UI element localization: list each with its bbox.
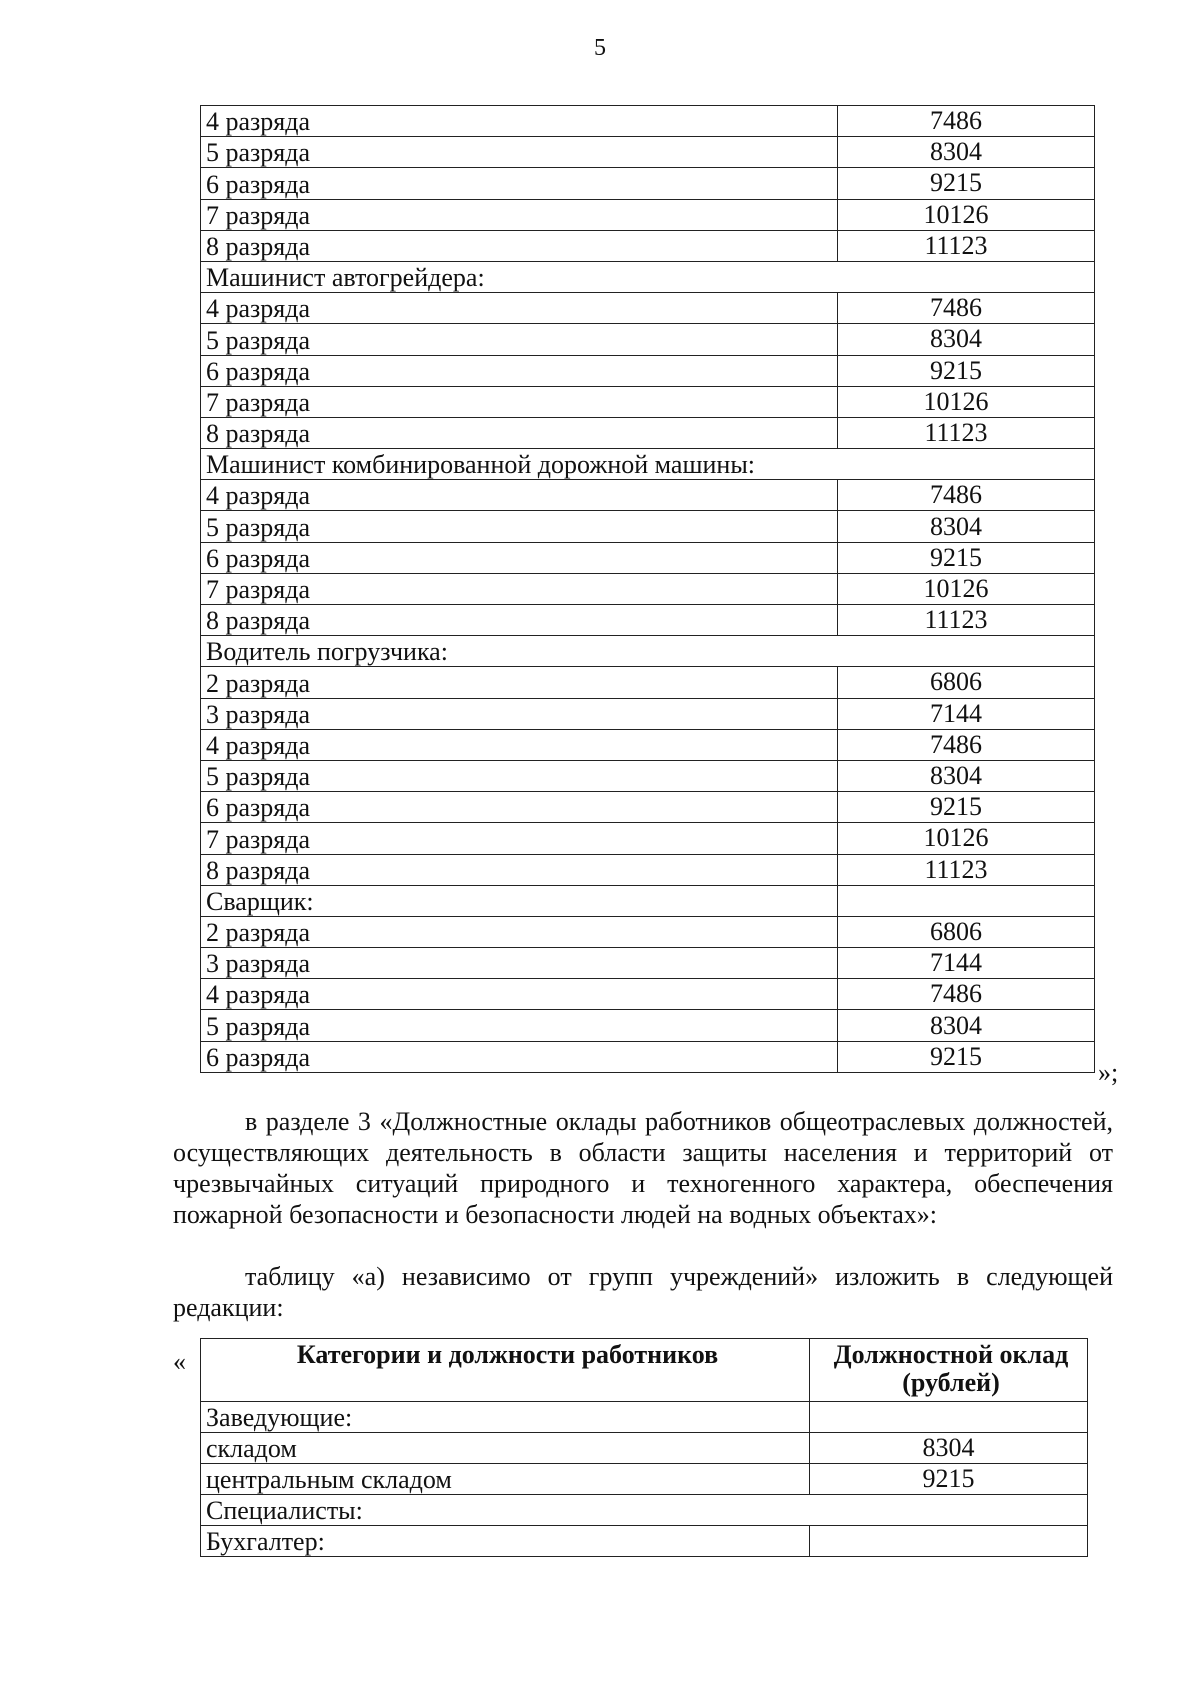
row-salary-value: 8304: [838, 511, 1095, 542]
row-salary-value: 6806: [838, 916, 1095, 947]
row-label: 4 разряда: [201, 979, 838, 1010]
row-salary-value: 11123: [838, 854, 1095, 885]
row-salary-value: 10126: [838, 199, 1095, 230]
table-row: [201, 417, 1095, 448]
table-row: [201, 760, 1095, 791]
row-salary-value: 11123: [838, 605, 1095, 636]
row-label: 5 разряда: [201, 760, 838, 791]
header-categories: Категории и должности работников: [201, 1339, 810, 1402]
row-salary-value: 9215: [838, 355, 1095, 386]
row-salary-value: 8304: [838, 760, 1095, 791]
table-row: [201, 1464, 1088, 1495]
table-row: [201, 324, 1095, 355]
row-salary-value: 8304: [838, 137, 1095, 168]
table-row: [201, 355, 1095, 386]
table-row: [201, 854, 1095, 885]
table-row: [201, 1010, 1095, 1041]
row-label: Машинист автогрейдера:: [201, 261, 1095, 292]
table-row: [201, 511, 1095, 542]
body-paragraph-section-3: [173, 1106, 1113, 1230]
table-row: [201, 729, 1095, 760]
body-paragraph-table-a: [173, 1261, 1113, 1323]
row-label: центральным складом: [201, 1464, 810, 1495]
paragraph-text: в разделе 3 «Должностные оклады работников общеотраслевых должностей, осуществляющих деятельность в области защиты населения и территорий от чрезвычайных ситуаций природного и техногенного характера, обеспечения пожарной безопасности и безопасности людей на водных объектах»:: [173, 1107, 1113, 1229]
row-label: 7 разряда: [201, 386, 838, 417]
row-salary-value: 9215: [810, 1464, 1088, 1495]
table-row: [201, 698, 1095, 729]
header-salary: Должностной оклад (рублей): [810, 1339, 1088, 1402]
table-row: [201, 605, 1095, 636]
closing-quote-mark: »;: [1098, 1058, 1119, 1087]
row-label: Сварщик:: [201, 885, 838, 916]
row-label: 2 разряда: [201, 916, 838, 947]
salary-table-positions: [200, 1338, 1088, 1557]
row-salary-value: 10126: [838, 386, 1095, 417]
row-label: 6 разряда: [201, 1041, 838, 1072]
row-salary-value: 7144: [838, 948, 1095, 979]
table-row: [201, 386, 1095, 417]
salary-table-workers: [200, 105, 1095, 1073]
row-label: 8 разряда: [201, 230, 838, 261]
table-row: [201, 293, 1095, 324]
row-label: 6 разряда: [201, 792, 838, 823]
table-row: [201, 885, 1095, 916]
row-label: 3 разряда: [201, 698, 838, 729]
row-label: 8 разряда: [201, 605, 838, 636]
row-salary-value: 7144: [838, 698, 1095, 729]
row-label: 3 разряда: [201, 948, 838, 979]
table-row: [201, 792, 1095, 823]
row-label: 5 разряда: [201, 511, 838, 542]
table-row: [201, 1402, 1088, 1433]
row-salary-value: 8304: [838, 1010, 1095, 1041]
table-row: [201, 1041, 1095, 1072]
row-label: Машинист комбинированной дорожной машины:: [201, 449, 1095, 480]
table-row: [201, 948, 1095, 979]
salary-table-positions-body: [201, 1402, 1088, 1557]
row-salary-value: 11123: [838, 230, 1095, 261]
row-salary-value: 6806: [838, 667, 1095, 698]
row-label: 7 разряда: [201, 199, 838, 230]
row-label: 2 разряда: [201, 667, 838, 698]
opening-quote-mark: «: [173, 1347, 186, 1376]
table-row: [201, 449, 1095, 480]
table-row: [201, 573, 1095, 604]
row-label: Бухгалтер:: [201, 1526, 810, 1557]
table-row: [201, 261, 1095, 292]
row-label: 6 разряда: [201, 542, 838, 573]
table-header-row: [201, 1339, 1088, 1402]
table-row: [201, 1433, 1088, 1464]
row-salary-value: 8304: [838, 324, 1095, 355]
row-label: 4 разряда: [201, 729, 838, 760]
row-label: 5 разряда: [201, 324, 838, 355]
row-label: 8 разряда: [201, 417, 838, 448]
row-salary-value: 7486: [838, 480, 1095, 511]
table-row: [201, 667, 1095, 698]
table-row: [201, 199, 1095, 230]
row-label: 5 разряда: [201, 137, 838, 168]
table-row: [201, 137, 1095, 168]
table-row: [201, 480, 1095, 511]
table-row: [201, 542, 1095, 573]
row-label: Заведующие:: [201, 1402, 810, 1433]
row-salary-value: 9215: [838, 792, 1095, 823]
row-label: 4 разряда: [201, 480, 838, 511]
row-label: 6 разряда: [201, 355, 838, 386]
row-label: 4 разряда: [201, 293, 838, 324]
table-row: [201, 106, 1095, 137]
row-label: Водитель погрузчика:: [201, 636, 1095, 667]
salary-table-workers-body: [201, 106, 1095, 1073]
row-label: 7 разряда: [201, 573, 838, 604]
row-label: Специалисты:: [201, 1495, 1088, 1526]
row-salary-value: [810, 1526, 1088, 1557]
row-label: 4 разряда: [201, 106, 838, 137]
row-salary-value: 9215: [838, 542, 1095, 573]
table-row: [201, 230, 1095, 261]
table-row: [201, 636, 1095, 667]
row-salary-value: 7486: [838, 106, 1095, 137]
row-salary-value: [838, 885, 1095, 916]
row-label: складом: [201, 1433, 810, 1464]
row-salary-value: 9215: [838, 168, 1095, 199]
table-row: [201, 979, 1095, 1010]
table-row: [201, 823, 1095, 854]
row-label: 7 разряда: [201, 823, 838, 854]
table-row: [201, 1495, 1088, 1526]
row-salary-value: [810, 1402, 1088, 1433]
row-salary-value: 11123: [838, 417, 1095, 448]
row-label: 8 разряда: [201, 854, 838, 885]
paragraph-text: таблицу «а) независимо от групп учреждений» изложить в следующей редакции:: [173, 1262, 1113, 1322]
row-label: 5 разряда: [201, 1010, 838, 1041]
row-label: 6 разряда: [201, 168, 838, 199]
row-salary-value: 7486: [838, 979, 1095, 1010]
row-salary-value: 7486: [838, 293, 1095, 324]
row-salary-value: 10126: [838, 823, 1095, 854]
table-row: [201, 1526, 1088, 1557]
table-row: [201, 168, 1095, 199]
page-number: 5: [594, 35, 606, 61]
row-salary-value: 8304: [810, 1433, 1088, 1464]
table-row: [201, 916, 1095, 947]
row-salary-value: 9215: [838, 1041, 1095, 1072]
row-salary-value: 10126: [838, 573, 1095, 604]
row-salary-value: 7486: [838, 729, 1095, 760]
